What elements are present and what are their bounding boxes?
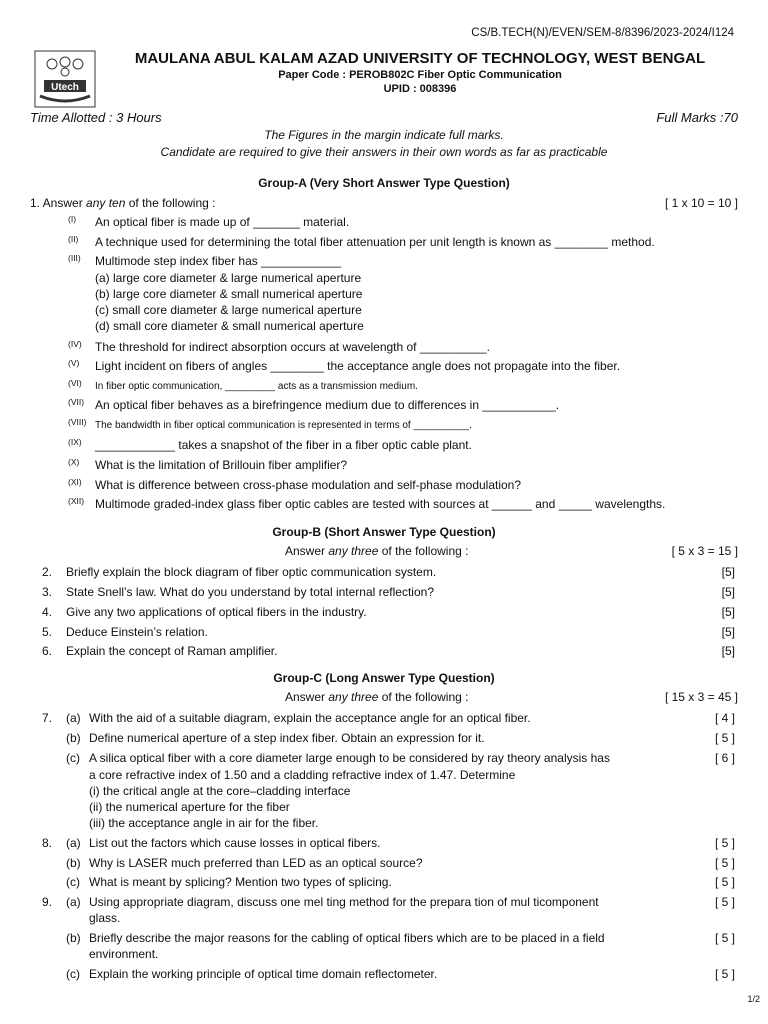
sub-question-label: (a) xyxy=(66,711,81,725)
sub-question-label: (b) xyxy=(66,856,81,870)
question-number: 3. xyxy=(42,585,53,599)
question-marks: [ 5 ] xyxy=(714,931,735,945)
svg-text:Utech: Utech xyxy=(51,82,79,93)
question-text: What is the limitation of Brillouin fiber amplifier? xyxy=(95,458,348,472)
sub-question-label: (c) xyxy=(66,875,80,889)
sub-question-label: (a) xyxy=(66,895,81,909)
group-a-instruction: 1. Answer any ten of the following : xyxy=(30,196,216,210)
group-c-marks: [ 15 x 3 = 45 ] xyxy=(664,690,738,704)
paper-code: Paper Code : PEROB802C Fiber Optic Communication xyxy=(278,69,562,81)
sub-question-label: (b) xyxy=(66,731,81,745)
question-number: 2. xyxy=(42,565,53,579)
question-text: Why is LASER much preferred than LED as an optical source? xyxy=(89,856,423,870)
group-b-instruction: Answer any three of the following : xyxy=(285,544,469,558)
sub-question-label: (c) xyxy=(66,967,80,981)
question-text: Explain the working principle of optical time domain reflectometer. xyxy=(89,967,438,981)
page-number: 1/2 xyxy=(747,994,760,1004)
question-text: The bandwidth in fiber optical communication is represented in terms of __________. xyxy=(95,420,472,431)
question-text: State Snell’s law. What do you understand by total internal reflection? xyxy=(66,585,434,599)
question-marks: [5] xyxy=(721,644,735,658)
question-number: (VI) xyxy=(68,378,82,388)
question-marks: [5] xyxy=(721,585,735,599)
group-a-marks: [ 1 x 10 = 10 ] xyxy=(664,196,738,210)
question-option: (b) large core diameter & small numerical aperture xyxy=(95,287,363,301)
question-text: Light incident on fibers of angles ________ the acceptance angle does not propagate into the fiber. xyxy=(95,359,621,373)
time-allotted: Time Allotted : 3 Hours xyxy=(30,110,162,125)
full-marks: Full Marks :70 xyxy=(656,110,738,125)
question-text: Briefly explain the block diagram of fiber optic communication system. xyxy=(66,565,437,579)
question-marks: [5] xyxy=(721,565,735,579)
question-text: An optical fiber is made up of _______ material. xyxy=(95,215,350,229)
note-marks: The Figures in the margin indicate full marks. xyxy=(264,128,504,142)
question-text: Using appropriate diagram, discuss one mel ting method for the prepara tion of mul ticomponent xyxy=(89,895,599,909)
question-option: (c) small core diameter & large numerical aperture xyxy=(95,303,362,317)
question-text: Define numerical aperture of a step index fiber. Obtain an expression for it. xyxy=(89,731,485,745)
question-number: (II) xyxy=(68,234,79,244)
question-number: 4. xyxy=(42,605,53,619)
question-text: A technique used for determining the total fiber attenuation per unit length is known as ________ method. xyxy=(95,235,655,249)
question-text: Explain the concept of Raman amplifier. xyxy=(66,644,278,658)
question-marks: [ 5 ] xyxy=(714,895,735,909)
question-option: (a) large core diameter & large numerical aperture xyxy=(95,271,362,285)
question-marks: [ 5 ] xyxy=(714,731,735,745)
question-number: 7. xyxy=(42,711,53,725)
question-number: 8. xyxy=(42,836,53,850)
question-marks: [ 4 ] xyxy=(714,711,735,725)
question-text: (iii) the acceptance angle in air for the fiber. xyxy=(89,816,319,830)
group-b-title: Group-B (Short Answer Type Question) xyxy=(272,525,496,539)
paper-code-ref: CS/B.TECH(N)/EVEN/SEM-8/8396/2023-2024/I124 xyxy=(471,27,734,39)
question-number: (XII) xyxy=(68,496,85,506)
question-text: In fiber optic communication, _________ acts as a transmission medium. xyxy=(95,381,418,392)
question-text: A silica optical fiber with a core diameter large enough to be considered by ray theory analysis has xyxy=(89,751,610,765)
question-number: (XI) xyxy=(68,477,82,487)
group-c-title: Group-C (Long Answer Type Question) xyxy=(273,671,495,685)
question-number: (I) xyxy=(68,214,77,224)
question-number: (V) xyxy=(68,358,80,368)
note-candidates: Candidate are required to give their answers in their own words as far as practicable xyxy=(160,145,608,159)
question-text: What is difference between cross-phase modulation and self-phase modulation? xyxy=(95,478,522,492)
question-text: ____________ takes a snapshot of the fiber in a fiber optic cable plant. xyxy=(95,438,472,452)
question-text: With the aid of a suitable diagram, explain the acceptance angle for an optical fiber. xyxy=(89,711,531,725)
question-number: (IV) xyxy=(68,339,82,349)
question-marks: [5] xyxy=(721,605,735,619)
question-number: (III) xyxy=(68,253,81,263)
question-marks: [ 5 ] xyxy=(714,856,735,870)
question-number: 9. xyxy=(42,895,53,909)
group-c-instruction: Answer any three of the following : xyxy=(285,690,469,704)
question-number: (VII) xyxy=(68,397,85,407)
group-b-marks: [ 5 x 3 = 15 ] xyxy=(671,544,738,558)
question-option: (d) small core diameter & small numerical aperture xyxy=(95,319,364,333)
group-a-title: Group-A (Very Short Answer Type Question) xyxy=(258,176,510,190)
question-text: Briefly describe the major reasons for the cabling of optical fibers which are to be placed in a field xyxy=(89,931,605,945)
upid: UPID : 008396 xyxy=(383,83,457,95)
question-text: The threshold for indirect absorption occurs at wavelength of __________. xyxy=(95,340,490,354)
question-text: List out the factors which cause losses in optical fibers. xyxy=(89,836,381,850)
sub-question-label: (a) xyxy=(66,836,81,850)
sub-question-label: (b) xyxy=(66,931,81,945)
question-text: Give any two applications of optical fibers in the industry. xyxy=(66,605,367,619)
question-text: (ii) the numerical aperture for the fiber xyxy=(89,800,290,814)
question-number: 6. xyxy=(42,644,53,658)
question-text: glass. xyxy=(89,911,121,925)
question-marks: [5] xyxy=(721,625,735,639)
question-text: (i) the critical angle at the core–cladding interface xyxy=(89,784,351,798)
question-marks: [ 5 ] xyxy=(714,967,735,981)
question-number: (VIII) xyxy=(68,417,87,427)
question-number: 5. xyxy=(42,625,53,639)
question-text: Multimode step index fiber has ____________ xyxy=(95,254,342,268)
university-name: MAULANA ABUL KALAM AZAD UNIVERSITY OF TECHNOLOGY, WEST BENGAL xyxy=(134,50,706,67)
question-number: (IX) xyxy=(68,437,82,447)
sub-question-label: (c) xyxy=(66,751,80,765)
question-text: environment. xyxy=(89,947,159,961)
question-text: What is meant by splicing? Mention two types of splicing. xyxy=(89,875,392,889)
question-number: (X) xyxy=(68,457,80,467)
question-marks: [ 6 ] xyxy=(714,751,735,765)
question-marks: [ 5 ] xyxy=(714,875,735,889)
question-text: An optical fiber behaves as a birefringence medium due to differences in ___________. xyxy=(95,398,560,412)
question-text: a core refractive index of 1.50 and a cladding refractive index of 1.47. Determine xyxy=(89,768,516,782)
question-marks: [ 5 ] xyxy=(714,836,735,850)
question-text: Deduce Einstein’s relation. xyxy=(66,625,208,639)
question-text: Multimode graded-index glass fiber optic cables are tested with sources at ______ and _____ wavelengths. xyxy=(95,497,666,511)
